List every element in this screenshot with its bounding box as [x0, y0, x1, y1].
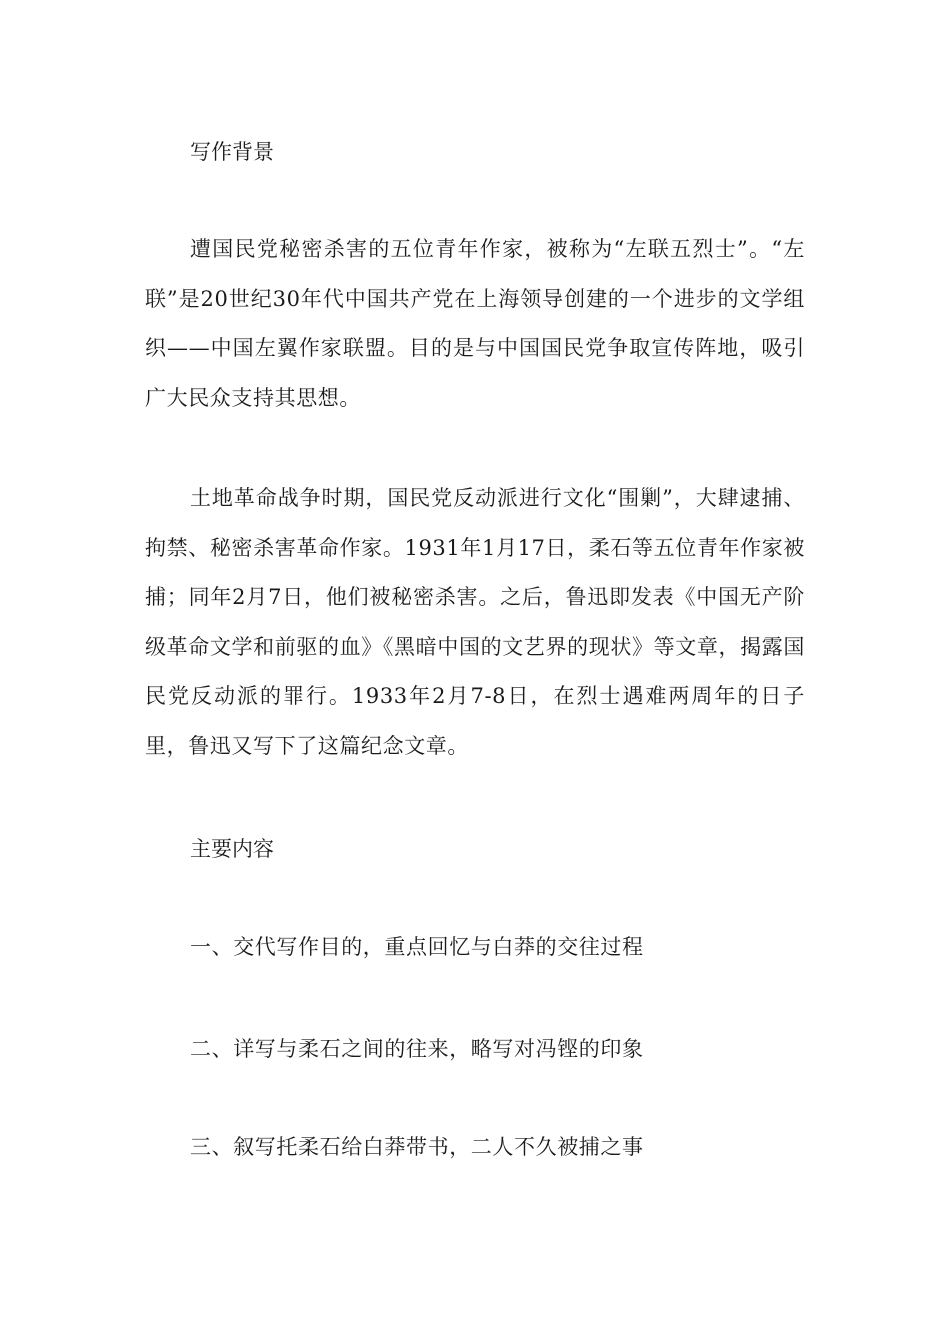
content-heading: 主要内容: [190, 837, 274, 861]
background-paragraph-2: 土地革命战争时期，国民党反动派进行文化“围剿”，大肆逮捕、拘禁、秘密杀害革命作家。1931年1月17日，柔石等五位青年作家被捕；同年2月7日，他们被秘密杀害。之后，鲁迅即发表《中国无产阶级革命文学和前驱的血》《黑暗中国的文艺界的现状》等文章，揭露国民党反动派的罪行。1933年2月7-8日，在烈士遇难两周年的日子里，鲁迅又写下了这篇纪念文章。: [145, 486, 805, 758]
background-heading: 写作背景: [190, 140, 274, 164]
content-item-3: 三、叙写托柔石给白莽带书，二人不久被捕之事: [190, 1135, 644, 1159]
content-item-2: 二、详写与柔石之间的往来，略写对冯铿的印象: [190, 1037, 644, 1061]
background-paragraph-1: 遭国民党秘密杀害的五位青年作家，被称为“左联五烈士”。“左联”是20世纪30年代中国共产党在上海领导创建的一个进步的文学组织——中国左翼作家联盟。目的是与中国国民党争取宣传阵地，吸引广大民众支持其思想。: [145, 237, 805, 410]
content-item-1: 一、交代写作目的，重点回忆与白莽的交往过程: [190, 935, 644, 959]
